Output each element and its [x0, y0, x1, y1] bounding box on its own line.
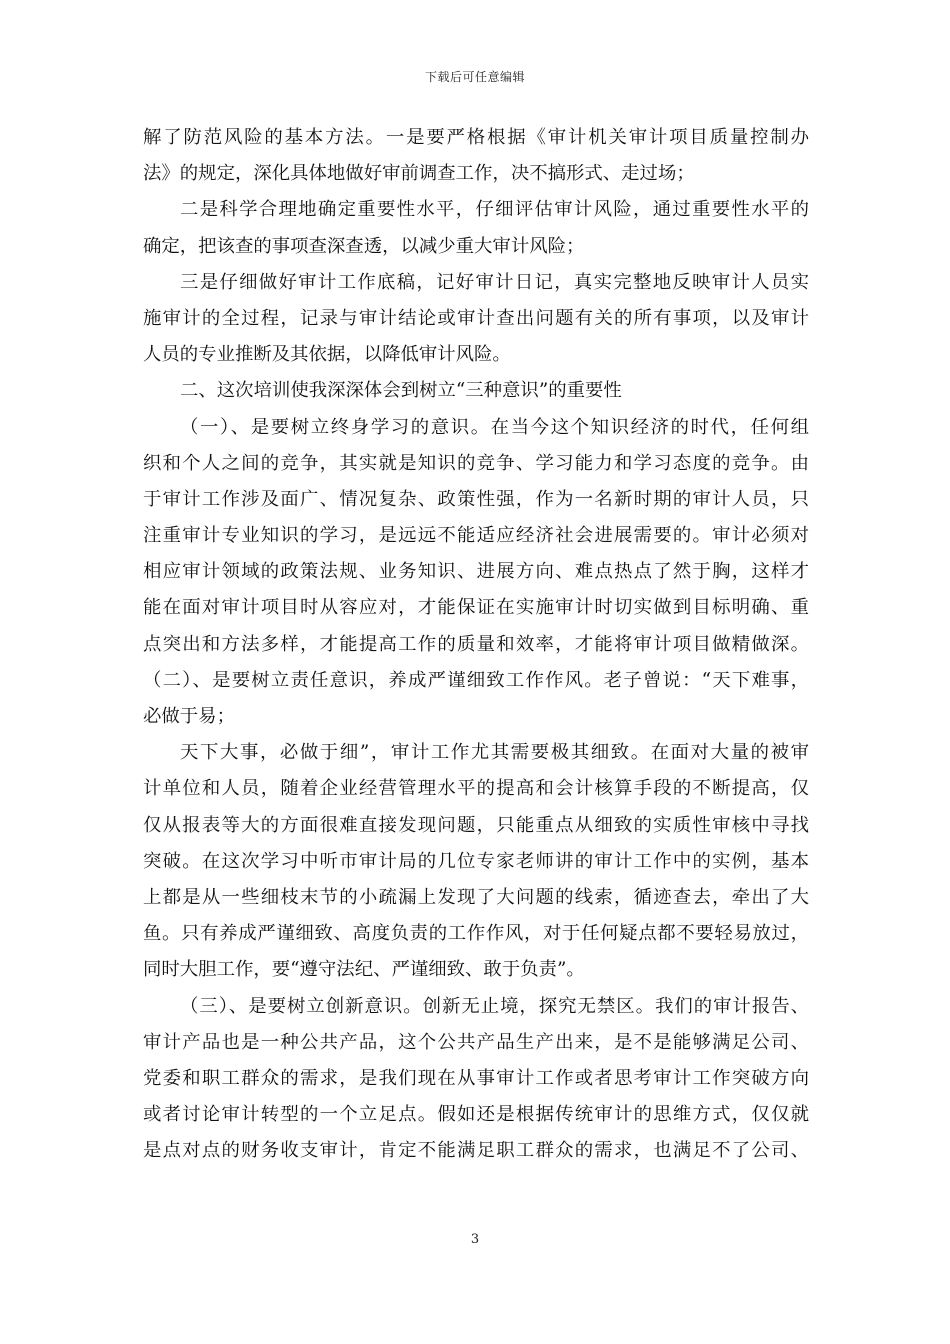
text-line: 是点对点的财务收支审计，肯定不能满足职工群众的需求，也满足不了公司、 [143, 1140, 809, 1162]
text-line: 上都是从一些细枝末节的小疏漏上发现了大问题的线索，循迹查去，牵出了大 [143, 886, 809, 908]
text-line: 鱼。只有养成严谨细致、高度负责的工作作风，对于任何疑点都不要轻易放过， [143, 923, 809, 945]
text-line: 同时大胆工作，要“遵守法纪、严谨细致、敢于负责”。 [143, 959, 585, 981]
page-number: 3 [470, 1232, 480, 1247]
text-line: 法》的规定，深化具体地做好审前调查工作，决不搞形式、走过场； [143, 163, 695, 185]
text-line: 注重审计专业知识的学习，是远远不能适应经济社会进展需要的。审计必须对 [143, 525, 809, 547]
text-line: 确定，把该查的事项查深查透，以减少重大审计风险； [143, 235, 585, 257]
text-line: 织和个人之间的竞争，其实就是知识的竞争、学习能力和学习态度的竞争。由 [143, 452, 809, 474]
text-line: 人员的专业推断及其依据，以降低审计风险。 [143, 344, 511, 366]
text-line: 于审计工作涉及面广、情况复杂、政策性强，作为一名新时期的审计人员，只 [143, 488, 809, 510]
text-line: 必做于易； [143, 706, 235, 727]
text-line: 天下大事，必做于细”，审计工作尤其需要极其细致。在面对大量的被审 [180, 742, 809, 764]
text-line: 点突出和方法多样，才能提高工作的质量和效率，才能将审计项目做精做深。 [143, 633, 809, 655]
text-line: 解了防范风险的基本方法。一是要严格根据《审计机关审计项目质量控制办 [143, 127, 809, 148]
text-line: （三）、是要树立创新意识。创新无止境，探究无禁区。我们的审计报告、 [180, 995, 809, 1017]
text-line: 相应审计领域的政策法规、业务知识、进展方向、难点热点了然于胸，这样才 [143, 561, 809, 583]
text-line: 二是科学合理地确定重要性水平，仔细评估审计风险，通过重要性水平的 [180, 199, 809, 221]
text-line: 计单位和人员，随着企业经营管理水平的提高和会计核算手段的不断提高，仅 [143, 778, 809, 800]
text-line: 突破。在这次学习中听市审计局的几位专家老师讲的审计工作中的实例，基本 [143, 850, 809, 872]
text-line: （二）、是要树立责任意识，养成严谨细致工作作风。老子曾说：“天下难事， [143, 669, 809, 691]
document-body [143, 120, 809, 1169]
text-line: 能在面对审计项目时从容应对，才能保证在实施审计时切实做到目标明确、重 [143, 597, 809, 619]
text-line: 仅从报表等大的方面很难直接发现问题，只能重点从细致的实质性审核中寻找 [143, 814, 809, 836]
text-line: （一）、是要树立终身学习的意识。在当今这个知识经济的时代，任何组 [180, 416, 809, 438]
text-line: 党委和职工群众的需求，是我们现在从事审计工作或者思考审计工作突破方向 [143, 1067, 809, 1089]
page-header: 下载后可任意编辑 [424, 70, 525, 84]
text-line: 或者讨论审计转型的一个立足点。假如还是根据传统审计的思维方式，仅仅就 [143, 1104, 809, 1126]
text-line: 审计产品也是一种公共产品，这个公共产品生产出来，是不是能够满足公司、 [143, 1031, 809, 1053]
text-line: 三是仔细做好审计工作底稿，记好审计日记，真实完整地反映审计人员实 [180, 271, 809, 293]
text-line: 施审计的全过程，记录与审计结论或审计查出问题有关的所有事项，以及审计 [143, 307, 809, 329]
text-line: 二、这次培训使我深深体会到树立“三种意识”的重要性 [180, 380, 622, 402]
